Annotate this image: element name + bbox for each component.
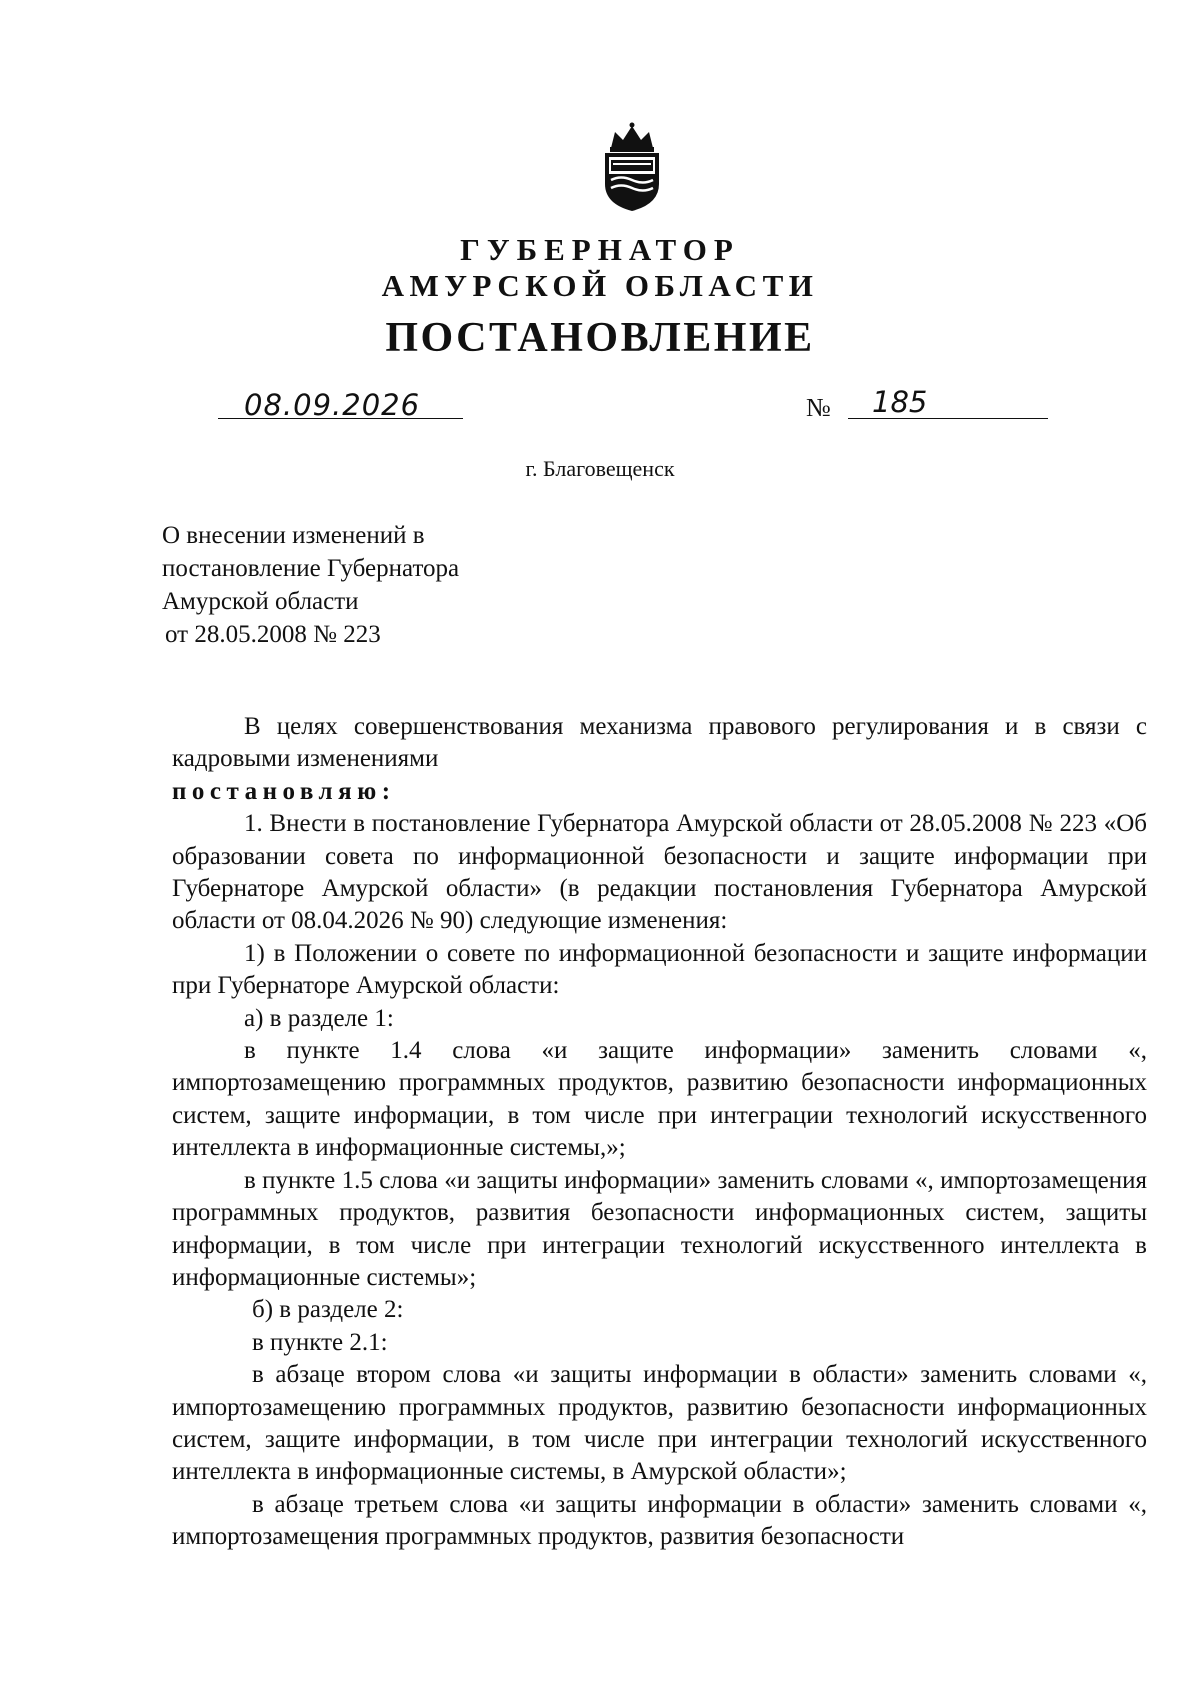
subject-line: О внесении изменений в	[162, 522, 425, 549]
body-paragraph: б) в разделе 2:	[252, 1296, 404, 1324]
document-date: 08.09.2026	[244, 388, 421, 422]
number-sign: №	[806, 393, 831, 422]
body-paragraph: а) в разделе 1:	[244, 1004, 394, 1032]
subject-line: Амурской области	[162, 588, 359, 615]
body-paragraph: в абзаце втором слова «и защиты информации в области» заменить словами «, импортозамещению программных продуктов, развитию безопасности информационных систем, защите информации, в том числе при интеграции технологий искусственного интеллекта в информационные системы, в Амурской области»;	[172, 1361, 1147, 1486]
body-paragraph: в пункте 1.4 слова «и защите информации» заменить словами «, импортозамещению программных продуктов, развитию безопасности информационных систем, защите информации, в том числе при интеграции технологий искусственного интеллекта в информационные системы,»;	[172, 1037, 1147, 1162]
body-paragraph: 1) в Положении о совете по информационной безопасности и защите информации при Губернаторе Амурской области:	[172, 939, 1147, 1000]
document-type-title: ПОСТАНОВЛЕНИЕ	[385, 315, 815, 361]
amur-region-coat-of-arms-icon	[597, 122, 667, 212]
body-paragraph: 1. Внести в постановление Губернатора Амурской области от 28.05.2008 № 223 «Об образовании совета по информационной безопасности и защите информации при Губернаторе Амурской области» (в редакции постановления Губернатора Амурской области от 08.04.2026 № 90) следующие изменения:	[172, 810, 1147, 935]
document-subject	[162, 519, 582, 651]
authority-title: ГУБЕРНАТОР	[460, 232, 740, 267]
body-paragraph: в пункте 1.5 слова «и защиты информации» заменить словами «, импортозамещения программных продуктов, развития безопасности информационных систем, защиты информации, в том числе при интеграции технологий искусственного интеллекта в информационные системы»;	[172, 1166, 1147, 1291]
body-paragraph: в абзаце третьем слова «и защиты информации в области» заменить словами «, импортозамещения программных продуктов, развития безопасности	[172, 1490, 1147, 1551]
subject-line: постановление Губернатора	[162, 555, 460, 582]
city-name: г. Благовещенск	[525, 456, 675, 481]
number-underline	[848, 418, 1048, 419]
region-title: АМУРСКОЙ ОБЛАСТИ	[381, 268, 819, 303]
document-number: 185	[872, 385, 928, 419]
resolve-word: постановляю:	[172, 777, 396, 805]
date-underline	[218, 418, 463, 419]
subject-line: от 28.05.2008 № 223	[165, 621, 381, 648]
preamble-paragraph: В целях совершенствования механизма правового регулирования и в связи с кадровыми изменениями	[172, 713, 1147, 773]
body-paragraph: в пункте 2.1:	[252, 1328, 388, 1356]
document-body	[172, 711, 1147, 1554]
